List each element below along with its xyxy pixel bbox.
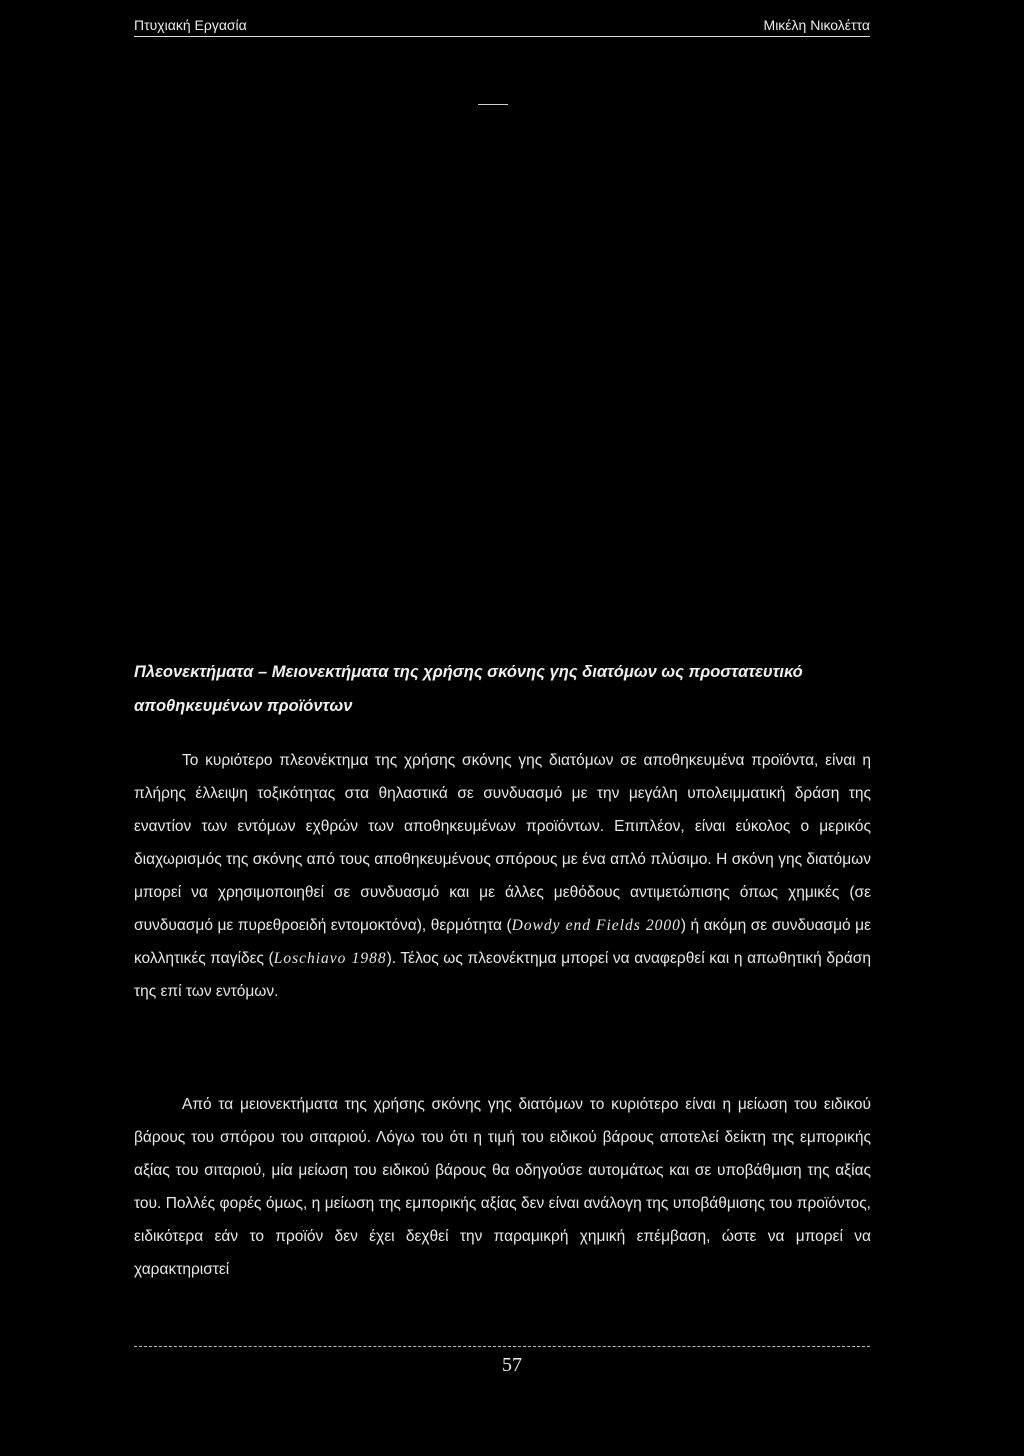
section-heading: Πλεονεκτήματα – Μειονεκτήματα της χρήσης σκόνης γης διατόμων ως προστατευτικό αποθηκευμένων προϊόντων [134,663,803,715]
citation-loschiavo: Loschiavo 1988 [273,950,387,967]
header-author-name: Μικέλη Νικολέττα [763,17,870,33]
decorative-dash [478,104,508,105]
paragraph-text: ) ή ακόμη σε συνδυασμό με κολλητικές παγίδες ( [134,917,871,967]
citation-dowdy-fields: Dowdy end Fields 2000 [511,917,681,934]
paragraph-text: Το κυριότερο πλεονέκτημα της χρήσης σκόνης γης διατόμων σε αποθηκευμένα προϊόντα, είναι η πλήρης έλλειψη τοξικότητας στα θηλαστικά σε συνδυασμό με την μεγάλη υπολειμματική δράση της εναντίον των εντόμων εχθρών των αποθηκευμένων προϊόντων. Επιπλέον, είναι εύκολος ο μερικός διαχωρισμός της σκόνης από τους αποθηκευμένους σπόρους με ένα απλό πλύσιμο. Η σκόνη γης διατόμων μπορεί να χρησιμοποιηθεί σε συνδυασμό και με άλλες μεθόδους αντιμετώπισης όπως χημικές (σε συνδυασμό με πυρεθροειδή εντομοκτόνα), θερμότητα ( [134,752,871,934]
header-thesis-label: Πτυχιακή Εργασία [134,17,247,33]
paragraph-advantages [134,744,871,1008]
header-divider [134,36,870,37]
page-header [134,10,870,36]
footer-divider [134,1346,870,1347]
paragraph-disadvantages: Από τα μειονεκτήματα της χρήσης σκόνης γης διατόμων το κυριότερο είναι η μείωση του ειδικού βάρους του σπόρου του σιταριού. Λόγω του ότι η τιμή του ειδικού βάρους αποτελεί δείκτη της εμπορικής αξίας του σιταριού, μία μείωση του ειδικού βάρους θα οδηγούσε αυτομάτως και σε υποβάθμιση της αξίας του. Πολλές φορές όμως, η μείωση της εμπορικής αξίας δεν είναι ανάλογη της υποβάθμισης του προϊόντος, ειδικότερα εάν το προϊόν δεν έχει δεχθεί την παραμικρή χημική επέμβαση, ώστε να μπορεί να χαρακτηριστεί [134,1096,871,1278]
page-number: 57 [502,1354,522,1376]
paragraph-text: ). Τέλος ως πλεονέκτημα μπορεί να αναφερθεί και η απωθητική δράση της επί των εντόμων. [134,950,871,1000]
